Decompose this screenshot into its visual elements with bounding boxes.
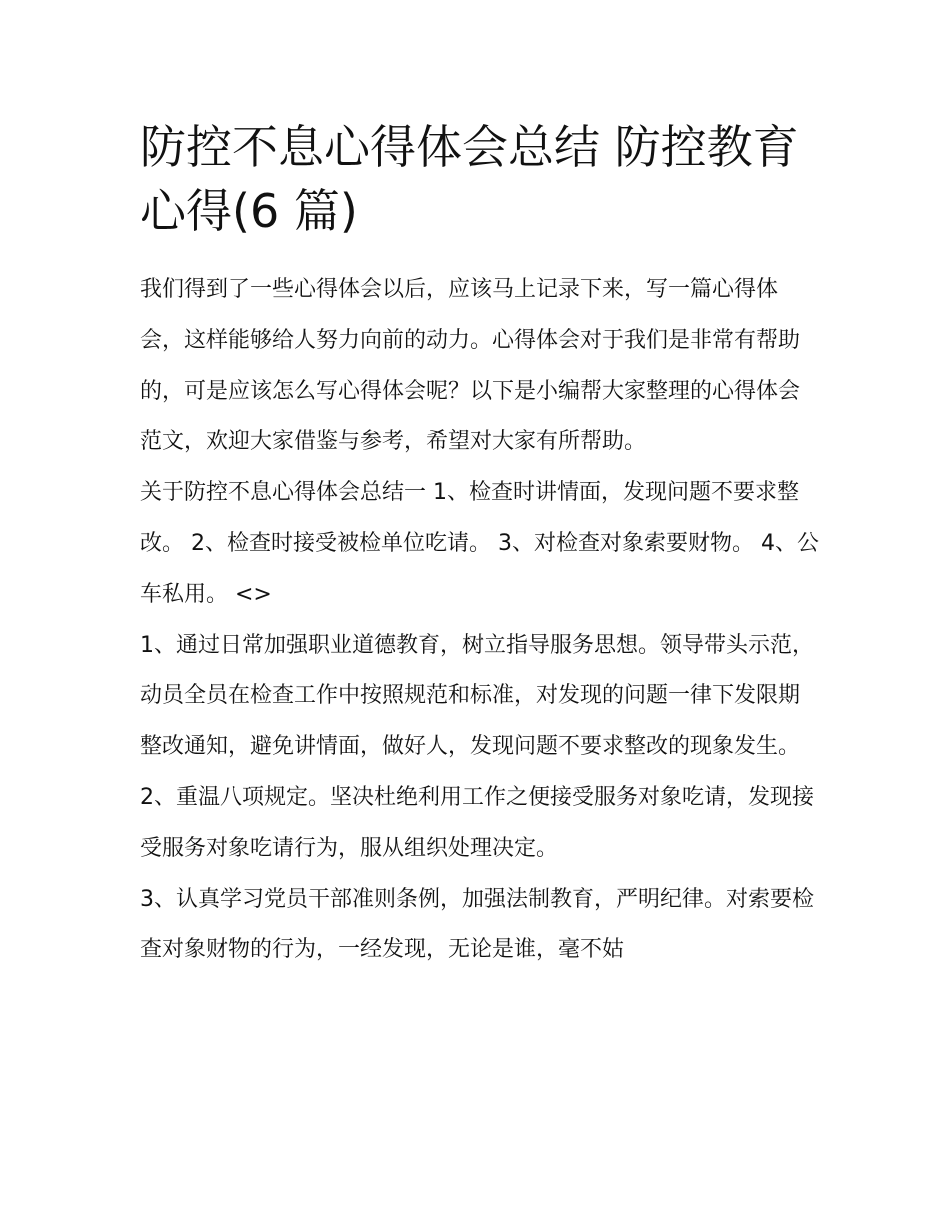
paragraph-problems: 关于防控不息心得体会总结一 1、检查时讲情面，发现问题不要求整改。 2、检查时接受被检单位吃请。 3、对检查对象索要财物。 4、公车私用。 <> (140, 480, 819, 607)
paragraph-intro: 我们得到了一些心得体会以后，应该马上记录下来，写一篇心得体会，这样能够给人努力向前的动力。心得体会对于我们是非常有帮助的，可是应该怎么写心得体会呢？以下是小编帮大家整理的心得体会范文，欢迎大家借鉴与参考，希望对大家有所帮助。 (140, 277, 801, 455)
paragraph-measure-1: 1、通过日常加强职业道德教育，树立指导服务思想。领导带头示范，动员全员在检查工作中按照规范和标准，对发现的问题一律下发限期整改通知，避免讲情面，做好人，发现问题不要求整改的现象发生。 (140, 632, 814, 760)
document-page (140, 115, 820, 976)
paragraph-measure-2: 2、重温八项规定。坚决杜绝利用工作之便接受服务对象吃请，发现接受服务对象吃请行为，服从组织处理决定。 (140, 784, 814, 861)
paragraph-measure-3: 3、认真学习党员干部准则条例，加强法制教育，严明纪律。对索要检查对象财物的行为，一经发现，无论是谁，毫不姑 (140, 886, 814, 963)
document-title: 防控不息心得体会总结 防控教育心得(6 篇) (140, 120, 799, 238)
